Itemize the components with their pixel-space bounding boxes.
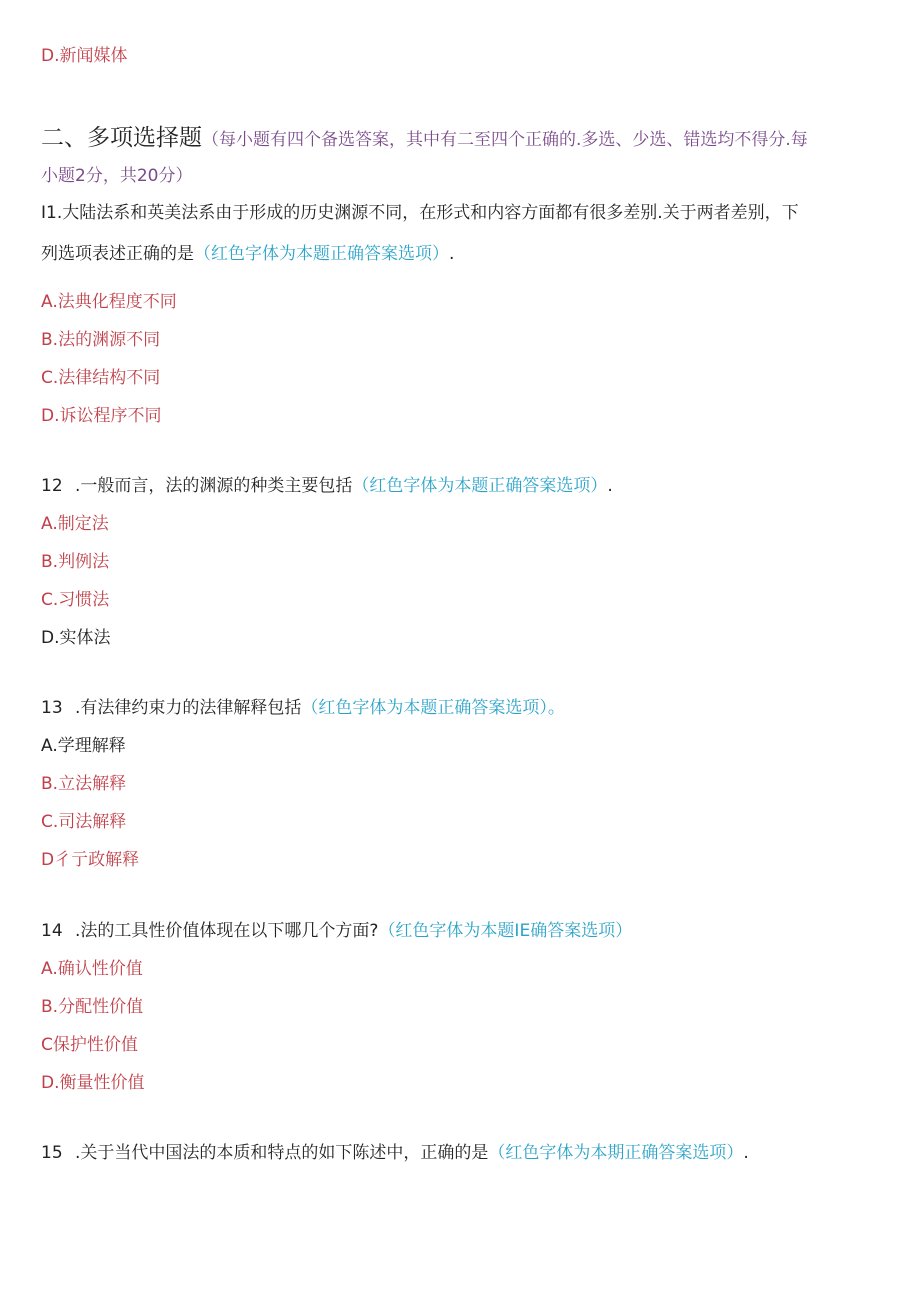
question-13-hint: （红色字体为本题正确答案选项）。 [301,698,565,718]
question-11-stem-line2 [41,242,454,266]
question-11-option-a: A.法典化程度不同 [41,292,177,312]
question-14-option-c: C保护性价值 [41,1035,138,1055]
question-13-stem [41,696,565,720]
question-15-text: .关于当代中国法的本质和特点的如下陈述中，正确的是 [75,1143,489,1163]
question-15-stem [41,1141,749,1165]
question-15-end: . [743,1143,749,1163]
question-14-option-b: B.分配性价值 [41,997,144,1017]
question-13-option-d: D彳亍政解释 [41,850,140,870]
question-13-number: 13 [41,698,63,718]
question-12-stem [41,474,613,498]
question-13-option-c: C.司法解释 [41,812,127,832]
question-12-hint: （红色字体为本题正确答案选项） [352,476,608,496]
question-15-hint: （红色字体为本期正确答案选项） [488,1143,744,1163]
question-12-end: . [607,476,613,496]
question-12-option-c: C.习惯法 [41,590,110,610]
question-13-option-a: A.学理解释 [41,736,126,756]
question-14-option-d: D.衡量性价值 [41,1073,145,1093]
section-heading [41,126,808,152]
section-title: 二、多项选择题 [41,125,202,151]
option-d-news-media: D.新闻媒体 [41,46,128,66]
question-12-option-b: B.判例法 [41,552,110,572]
question-11-stem-line1: I1.大陆法系和英美法系由于形成的历史渊源不同，在形式和内容方面都有很多差别.关于两者差别，下 [41,203,799,223]
question-11-hint: （红色字体为本题正确答案选项） [194,244,449,264]
question-11-stem-text: 列选项表述正确的是 [41,244,194,264]
question-11-option-d: D.诉讼程序不同 [41,406,162,426]
question-12-number: 12 [41,476,63,496]
question-11-option-c: C.法律结构不同 [41,368,161,388]
question-12-text: .一般而言，法的渊源的种类主要包括 [75,476,353,496]
question-11-end: . [449,244,455,264]
section-instruction-line2: 小题2分，共20分） [41,166,193,186]
question-14-number: 14 [41,921,63,941]
question-13-text: .有法律约束力的法律解释包括 [75,698,302,718]
question-12-option-d: D.实体法 [41,628,111,648]
section-instruction-line1: （每小题有四个备选答案，其中有二至四个正确的.多选、少选、错选均不得分.每 [202,130,808,150]
question-14-option-a: A.确认性价值 [41,959,143,979]
question-11-option-b: B.法的渊源不同 [41,330,161,350]
question-15-number: 15 [41,1143,63,1163]
question-14-stem [41,919,632,943]
question-13-option-b: B.立法解释 [41,774,127,794]
question-12-option-a: A.制定法 [41,514,109,534]
question-14-hint: （红色字体为本题IE确答案选项） [378,921,633,941]
question-14-text: .法的工具性价值体现在以下哪几个方面? [75,921,379,941]
